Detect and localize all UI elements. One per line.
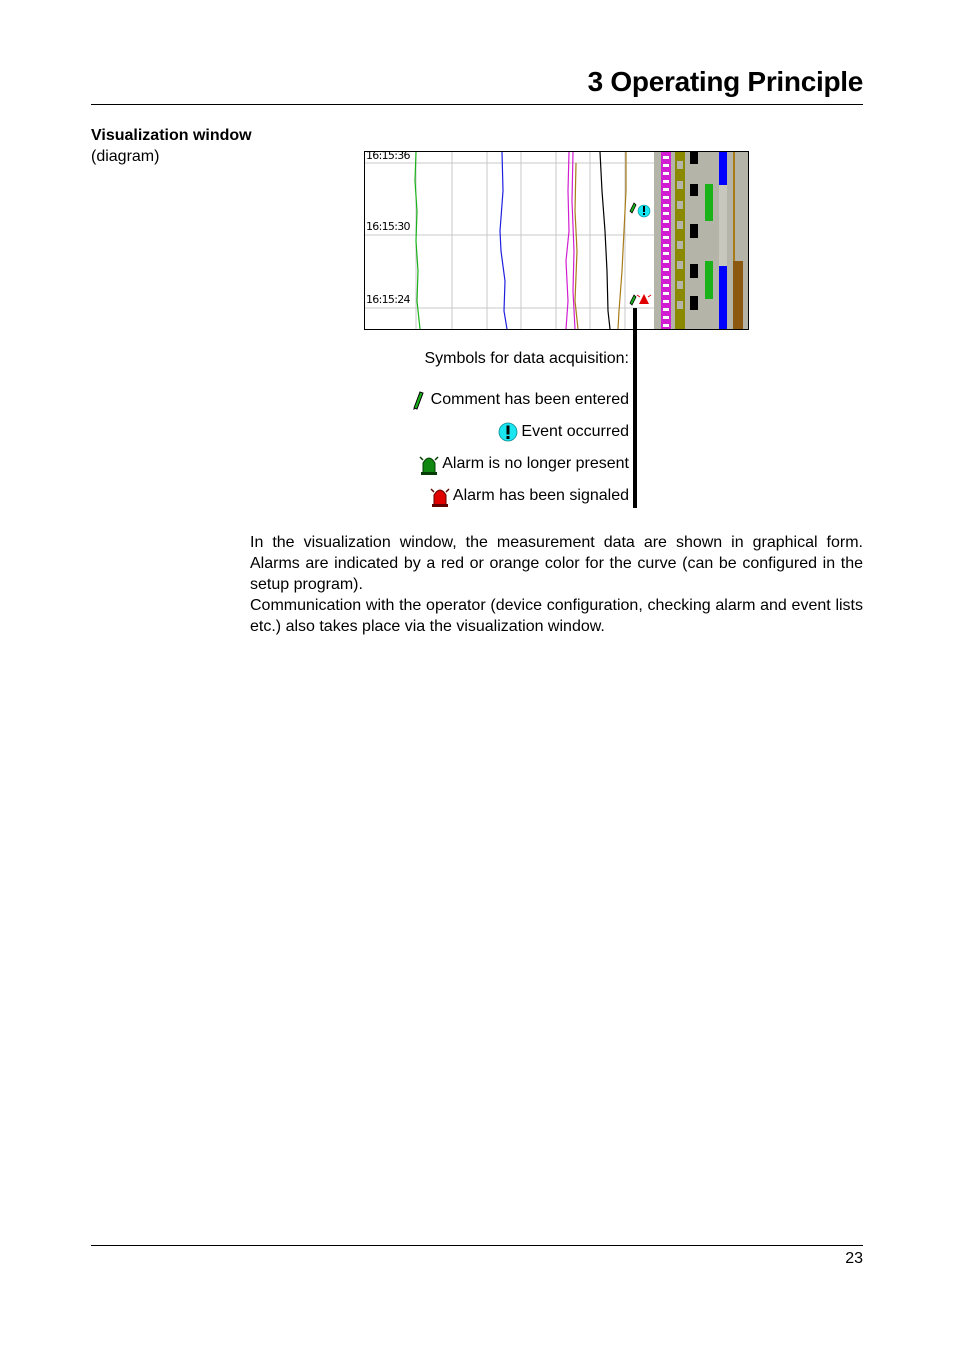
visualization-window-diagram [364, 151, 749, 330]
body-text [250, 532, 863, 637]
footer-rule [91, 1245, 863, 1246]
legend-label-comment: Comment has been entered [430, 391, 629, 408]
legend-label-alarm-signaled: Alarm has been signaled [452, 487, 629, 504]
alarm-cleared-bell-icon [419, 453, 439, 475]
legend-label-event: Event occurred [521, 423, 629, 440]
time-label-bottom: 16:15:24 [366, 293, 410, 306]
legend-item-comment [408, 389, 629, 411]
section-side-label [91, 125, 252, 167]
page-header-title: 3 Operating Principle [587, 66, 863, 97]
time-label-middle: 16:15:30 [366, 220, 410, 233]
side-label-bold: Visualization window [91, 127, 252, 144]
legend-item-alarm-signaled [430, 485, 629, 507]
legend-label-alarm-cleared: Alarm is no longer present [442, 455, 629, 472]
legend-heading: Symbols for data acquisition: [424, 350, 629, 367]
header-rule [91, 104, 863, 105]
body-paragraph-1: In the visualization window, the measurement data are shown in graphical form. Alarms are indicated by a red or orange color for the curve (can be configured in the setup program). [250, 534, 863, 593]
legend-item-event [498, 421, 629, 443]
callout-line [633, 308, 637, 508]
comment-pen-icon [408, 389, 428, 411]
legend-item-alarm-cleared [419, 453, 629, 475]
page-number: 23 [845, 1250, 863, 1267]
side-label-normal: (diagram) [91, 148, 160, 165]
alarm-signaled-bell-icon [430, 485, 450, 507]
event-exclamation-icon [498, 421, 518, 443]
body-paragraph-2: Communication with the operator (device configuration, checking alarm and event lists etc.) also takes place via the visualization window. [250, 597, 863, 635]
time-label-top: 16:15:36 [366, 151, 410, 162]
event-marker [638, 205, 650, 217]
binary-tracks [654, 152, 748, 329]
